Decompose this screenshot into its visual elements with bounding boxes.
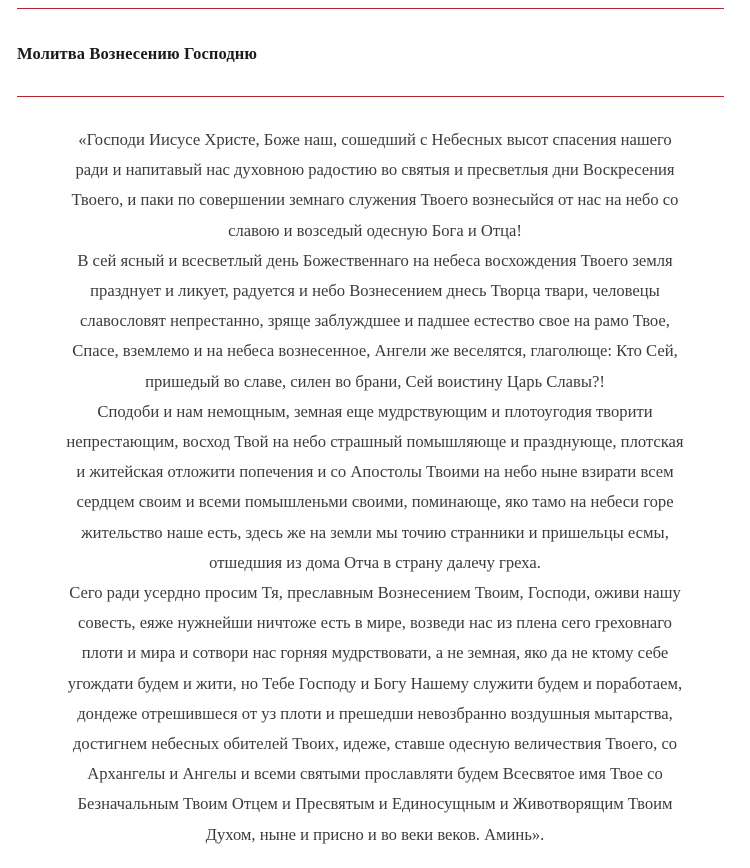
prayer-text — [10, 125, 740, 850]
prayer-line: пришедый во славе, силен во брани, Сей воистину Царь Славы?! — [145, 371, 605, 391]
prayer-line: Архангелы и Ангелы и всеми святыми прославляти будем Всесвятое имя Твое со — [87, 764, 663, 784]
prayer-line: Твоего, и паки по совершении земнаго служения Твоего вознесыйся от нас на небо со — [71, 190, 679, 210]
prayer-line: достигнем небесных обителей Твоих, идеже, ставше одесную величествия Твоего, со — [72, 734, 678, 754]
prayer-line: совесть, еяже нужнейши ничтоже есть в мире, возведи нас из плена сего греховнаго — [78, 613, 672, 633]
prayer-line: жительство наше есть, здесь же на земли мы точию странники и пришельцы есмы, — [81, 522, 669, 542]
prayer-line: ради и напитавый нас духовною радостию во святыя и пресветлыя дни Воскресения — [75, 160, 675, 180]
prayer-line: празднует и ликует, радуется и небо Вознесением днесь Творца твари, человецы — [90, 281, 660, 301]
prayer-line: Спасе, вземлемо и на небеса вознесенное, Ангели же веселятся, глаголюще: Кто Сей, — [72, 341, 678, 361]
prayer-line: сердцем своим и всеми помышленьми своими, поминающе, яко тамо на небеси горе — [76, 492, 674, 512]
prayer-line: отшедшия из дома Отча в страну далечу греха. — [209, 552, 541, 572]
prayer-line: Сподоби и нам немощным, земная еще мудрствующим и плотоугодия творити — [97, 401, 653, 421]
prayer-line: славословят непрестанно, зряще заблуждшее и падшее естество свое на рамо Твое, — [80, 311, 670, 331]
top-divider — [17, 8, 724, 9]
prayer-line: Духом, ныне и присно и во веки веков. Аминь». — [205, 824, 545, 844]
prayer-line: Сего ради усердно просим Тя, преславным Вознесением Твоим, Господи, оживи нашу — [69, 583, 681, 603]
title-divider — [17, 96, 724, 97]
prayer-line: В сей ясный и всесветлый день Божественнаго на небеса восхождения Твоего земля — [77, 250, 673, 270]
prayer-line: славою и возседый одесную Бога и Отца! — [228, 220, 522, 240]
prayer-line: угождати будем и жити, но Тебе Господу и Богу Нашему служити будем и поработаем, — [67, 673, 683, 693]
prayer-line: и житейская отложити попечения и со Апостолы Твоими на небо ныне взирати всем — [76, 462, 674, 482]
prayer-line: плоти и мира и сотвори нас горняя мудрствовати, а не земная, яко да не ктому себе — [81, 643, 669, 663]
prayer-line: непрестающим, восход Твой на небо страшный помышляюще и празднующе, плотская — [66, 432, 684, 452]
prayer-line: «Господи Иисусе Христе, Боже наш, сошедший с Небесных высот спасения нашего — [78, 130, 672, 149]
prayer-line: Безначальным Твоим Отцем и Пресвятым и Единосущным и Животворящим Твоим — [77, 794, 673, 814]
page-title: Молитва Вознесению Господню — [17, 44, 258, 63]
prayer-line: дондеже отрешившеся от уз плоти и прешедши невозбранно воздушныя мытарства, — [77, 703, 673, 723]
